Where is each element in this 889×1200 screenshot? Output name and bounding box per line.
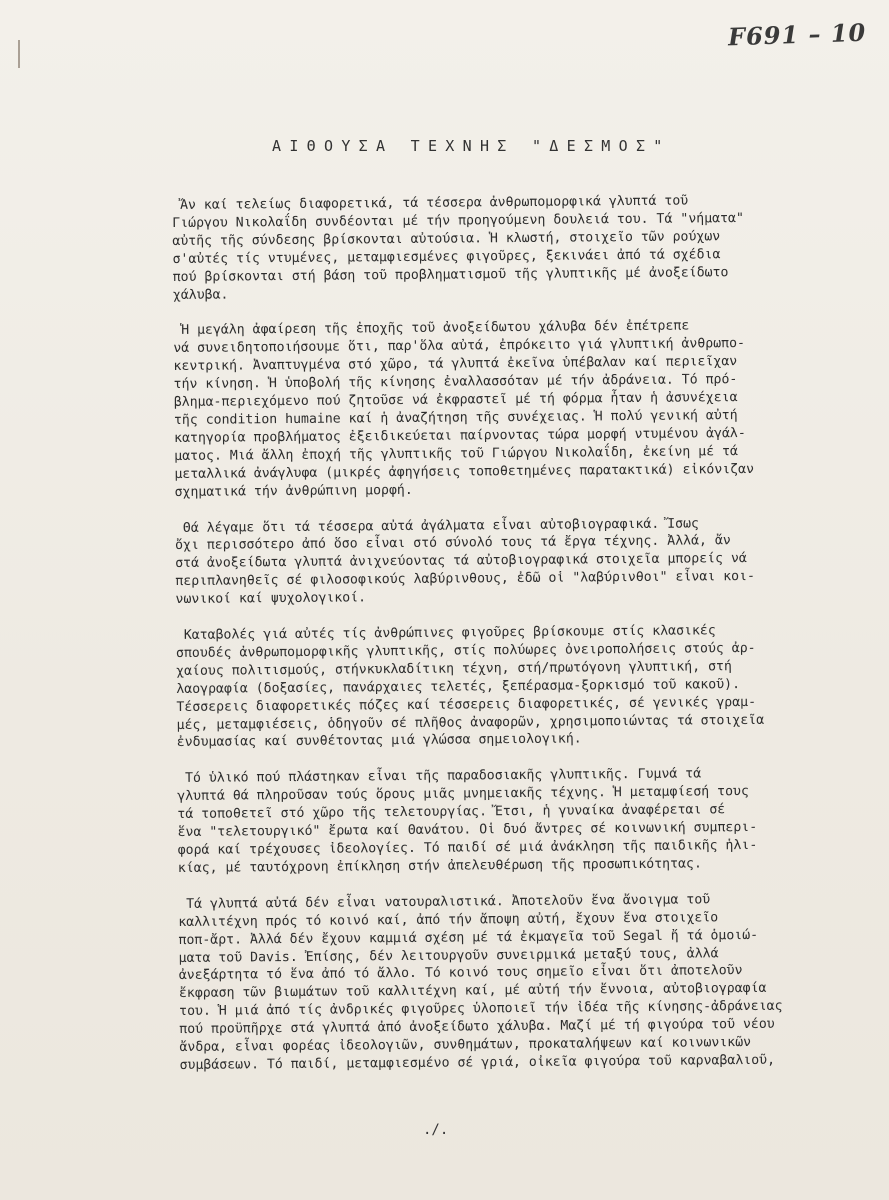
text-line: Θά λέγαμε ὅτι τά τέσσερα αὐτά ἀγάλματα εἶναι αὐτοβιογραφικά. Ἴσως xyxy=(182,515,700,536)
text-line: ἔκφραση τῶν βιωμάτων τοῦ καλλιτέχνη καί, μέ αὐτή τήν ἔννοια, αὐτοβιογραφία xyxy=(178,981,767,1002)
text-line: σ'αὐτές τίς ντυμένες, μεταμφιεσμένες φιγοῦρες, ξεκινάει ἀπό τά σχέδια xyxy=(172,246,721,267)
text-line: ματα τοῦ Davis. Ἐπίσης, δέν λειτουργοῦν συνειρμικά μεταξύ τους, ἀλλά xyxy=(178,945,719,966)
text-line: καλλιτέχνη πρός τό κοινό καί, ἀπό τήν ἄποψη αὐτή, ἔχουν ἕνα στοιχεῖο xyxy=(178,909,719,930)
text-line: τήν κίνηση. Ἡ ὑποβολή τῆς κίνησης ἐναλλασσόταν μέ τήν ἀδράνεια. Τό πρό- xyxy=(173,372,738,393)
text-line: ἄνδρα, εἶναι φορέας ἰδεολογιῶν, συνθημάτων, προκαταλήψεων καί κοινωνικῶν xyxy=(179,1035,752,1056)
page-title: ΑΙΘΟΥΣΑ ΤΕΧΝΗΣ "ΔΕΣΜΟΣ" xyxy=(272,137,671,155)
text-line: ἕνα "τελετουργικό" ἔρωτα καί Θανάτου. Οἱ δυό ἄντρες σέ κοινωνική συμπερι- xyxy=(177,820,758,841)
text-line: μές, μεταμφιέσεις, ὁδηγοῦν σέ πλῆθος ἀναφορῶν, χρησιμοποιώντας τά στοιχεῖα xyxy=(176,712,765,733)
text-line: λαογραφία (δοξασίες, πανάρχαιες τελετές, ξεπέρασμα-ξορκισμό τοῦ κακοῦ). xyxy=(176,676,741,697)
text-line: σπουδές ἀνθρωπομορφικῆς γλυπτικῆς, στίς πολύωρες ὀνειροπολήσεις στούς ἀρ- xyxy=(175,640,756,661)
text-line: χαίους πολιτισμούς, στήνκυκλαδίτικη τέχνη, στή/πρωτόγονη γλυπτική, στή xyxy=(176,658,732,679)
text-line: πού προϋπῆρχε στά γλυπτά ἀπό ἀνοξείδωτο χάλυβα. Μαζί μέ τή φιγούρα τοῦ νέου xyxy=(179,1016,775,1038)
paragraph xyxy=(175,514,821,609)
text-line: φορά καί τρέχουσες ἰδεολογίες. Τό παιδί σέ μιά ἀνάκληση τῆς παιδικῆς ἡλι- xyxy=(177,837,758,858)
document-body xyxy=(172,191,825,1092)
text-line: ποπ-ἄρτ. Ἀλλά δέν ἔχουν καμμιά σχέση μέ τά ἐκμαγεῖα τοῦ Segal ἤ τά ὁμοιώ- xyxy=(178,927,759,948)
paragraph xyxy=(173,317,820,502)
text-line: μεταλλικά ἀνάγλυφα (μικρές ἀφηγήσεις τοποθετημένες παρατακτικά) εἰκόνιζαν xyxy=(174,461,755,482)
text-line: τῆς condition humaine καί ἡ ἀναζήτηση τῆς συνέχειας. Ἡ πολύ γενική αὐτή xyxy=(173,408,738,428)
margin-mark xyxy=(18,40,20,68)
paragraph xyxy=(177,765,823,878)
text-line: Καταβολές γιά αὐτές τίς ἀνθρώπινες φιγοῦρες βρίσκουμε στίς κλασικές xyxy=(183,623,716,643)
text-line: Γιώργου Νικολαΐδη συνδέονται μέ τήν προηγούμενη δουλειά του. Τά "νήματα" xyxy=(172,210,744,231)
text-line: πού βρίσκονται στή βάση τοῦ προβληματισμοῦ τῆς γλυπτικῆς μέ ἀνοξείδωτο xyxy=(172,264,729,285)
text-line: Τό ὑλικό πού πλάστηκαν εἶναι τῆς παραδοσιακῆς γλυπτικῆς. Γυμνά τά xyxy=(185,766,702,787)
text-line: Ἄν καί τελείως διαφορετικά, τά τέσσερα ἀνθρωπομορφικά γλυπτά τοῦ xyxy=(180,193,689,213)
text-line: ματος. Μιά ἄλλη ἐποχή τῆς γλυπτικῆς τοῦ Γιώργου Νικολαΐδη, ἐκείνη μέ τά xyxy=(174,443,739,464)
archive-code: F691 – 10 xyxy=(727,17,867,52)
text-line: Τέσσερεις διαφορετικές πόζες καί τέσσερεις διαφορετικές, σέ γενικές γραμ- xyxy=(176,694,757,715)
text-line: νά συνειδητοποιήσουμε ὅτι, παρ'ὅλα αὐτά, ἐπρόκειτο γιά γλυπτική ἀνθρωπο- xyxy=(173,336,746,357)
text-line: κίας, μέ ταυτόχρονη ἐπίκληση στήν ἀπελευθέρωση τῆς προσωπικότητας. xyxy=(177,856,702,876)
paragraph xyxy=(178,890,825,1075)
text-line: συμβάσεων. Τό παιδί, μεταμφιεσμένο σέ γριά, οἰκεῖα φιγούρα τοῦ καρναβαλιοῦ, xyxy=(179,1052,776,1073)
text-line: κεντρική. Ἀναπτυγμένα στό χῶρο, τά γλυπτά ἐκεῖνα ὑπέβαλαν καί περιεῖχαν xyxy=(173,354,738,375)
text-line: αὐτῆς τῆς σύνδεσης βρίσκονται αὐτούσια. Ἡ κλωστή, στοιχεῖο τῶν ρούχων xyxy=(172,229,721,249)
text-line: χάλυβα. xyxy=(172,287,229,303)
text-line: Ἡ μεγάλη ἀφαίρεση τῆς ἐποχῆς τοῦ ἀνοξείδωτου χάλυβα δέν ἐπέτρεπε xyxy=(181,318,690,339)
text-line: στά ἀνοξείδωτα γλυπτά ἀνιχνεύοντας τά αὐτοβιογραφικά στοιχεῖα μπορείς νά xyxy=(175,551,747,572)
text-line: τά τοποθετεῖ στό χῶρο τῆς τελετουργίας. Ἔτσι, ἡ γυναίκα ἀναφέρεται σέ xyxy=(177,802,726,823)
page-marker: ./. xyxy=(423,1122,449,1138)
text-line: κατηγορία προβλήματος ἐξειδικεύεται παίρνοντας τώρα μορφή ντυμένου ἀγάλ- xyxy=(174,425,746,446)
text-line: ἀνεξάρτητα τό ἕνα ἀπό τό ἄλλο. Τό κοινό τους σημεῖο εἶναι ὅτι ἀποτελοῦν xyxy=(178,963,743,984)
text-line: ὄχι περισσότερο ἀπό ὅσο εἶναι στό σύνολό τους τά ἔργα τέχνης. Ἀλλά, ἄν xyxy=(174,533,731,554)
text-line: του. Ἡ μιά ἀπό τίς ἀνδρικές φιγοῦρες ὑλοποιεῖ τήν ἰδέα τῆς κίνησης-ἀδράνειας xyxy=(179,998,783,1020)
text-line: περιπλανηθεῖς σέ φιλοσοφικούς λαβύρινθους, ἐδῶ οἱ "λαβύρινθοι" εἶναι κοι- xyxy=(175,569,755,590)
paragraph xyxy=(176,621,822,752)
text-line: βλημα-περιεχόμενο πού ζητοῦσε νά ἐκφραστεῖ μέ τή φόρμα ἦταν ἡ ἀσυνέχεια xyxy=(173,390,738,411)
text-line: γλυπτά θά πληροῦσαν τούς ὅρους μιᾶς μνημειακῆς τέχνης. Ἡ μεταμφίεσή τους xyxy=(177,784,749,805)
text-line: νωνικοί καί ψυχολογικοί. xyxy=(175,590,367,608)
paragraph xyxy=(172,191,818,304)
text-line: ἐνδυμασίας καί συνθέτοντας μιά γλώσσα σημειολογική. xyxy=(176,731,582,751)
text-line: σχηματικά τήν ἀνθρώπινη μορφή. xyxy=(174,482,413,500)
text-line: Τά γλυπτά αὐτά δέν εἶναι νατουραλιστικά. Ἀποτελοῦν ἕνα ἄνοιγμα τοῦ xyxy=(186,892,711,912)
